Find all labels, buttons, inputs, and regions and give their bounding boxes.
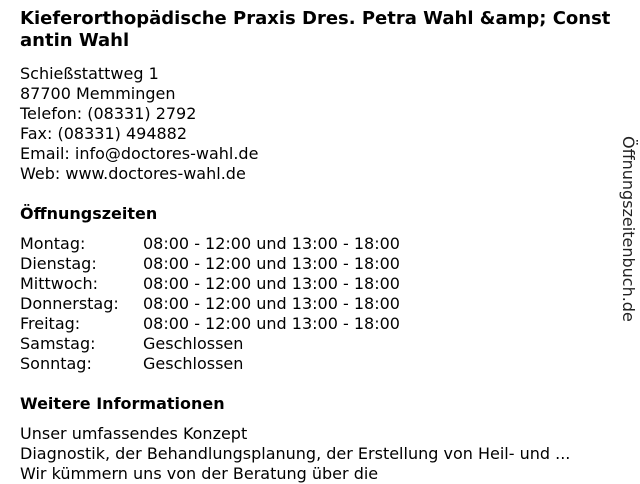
phone-line: Telefon: (08331) 2792 bbox=[20, 104, 197, 123]
hours-day-label: Sonntag: bbox=[20, 354, 92, 373]
hours-time-value: 08:00 - 12:00 und 13:00 - 18:00 bbox=[143, 254, 400, 273]
opening-hours-table bbox=[20, 234, 616, 374]
practice-card bbox=[20, 8, 616, 484]
practice-title: Kieferorthopädische Praxis Dres. Petra Wahl &amp; Constantin Wahl bbox=[20, 8, 611, 51]
hours-day-label: Freitag: bbox=[20, 314, 81, 333]
hours-row-tuesday bbox=[20, 254, 616, 274]
more-info-text bbox=[20, 424, 616, 484]
hours-row-saturday bbox=[20, 334, 616, 354]
hours-row-wednesday bbox=[20, 274, 616, 294]
hours-time-value: Geschlossen bbox=[143, 334, 244, 353]
hours-day-label: Mittwoch: bbox=[20, 274, 98, 293]
more-info-heading: Weitere Informationen bbox=[20, 394, 225, 413]
street-line: Schießstattweg 1 bbox=[20, 64, 159, 83]
opening-hours-heading: Öffnungszeiten bbox=[20, 204, 158, 223]
hours-row-friday bbox=[20, 314, 616, 334]
info-line: Unser umfassendes Konzept bbox=[20, 424, 248, 443]
hours-time-value: 08:00 - 12:00 und 13:00 - 18:00 bbox=[143, 234, 400, 253]
info-line: Diagnostik, der Behandlungsplanung, der Erstellung von Heil- und ... bbox=[20, 444, 571, 463]
hours-day-label: Montag: bbox=[20, 234, 86, 253]
hours-time-value: 08:00 - 12:00 und 13:00 - 18:00 bbox=[143, 274, 400, 293]
email-line: Email: info@doctores-wahl.de bbox=[20, 144, 259, 163]
hours-row-monday bbox=[20, 234, 616, 254]
city-line: 87700 Memmingen bbox=[20, 84, 176, 103]
hours-day-label: Donnerstag: bbox=[20, 294, 119, 313]
hours-time-value: 08:00 - 12:00 und 13:00 - 18:00 bbox=[143, 314, 400, 333]
web-line: Web: www.doctores-wahl.de bbox=[20, 164, 246, 183]
hours-time-value: Geschlossen bbox=[143, 354, 244, 373]
hours-row-sunday bbox=[20, 354, 616, 374]
hours-row-thursday bbox=[20, 294, 616, 314]
brand-watermark: Öffnungszeitenbuch.de bbox=[619, 136, 638, 322]
hours-day-label: Samstag: bbox=[20, 334, 96, 353]
hours-day-label: Dienstag: bbox=[20, 254, 97, 273]
fax-line: Fax: (08331) 494882 bbox=[20, 124, 188, 143]
address-block bbox=[20, 64, 616, 184]
hours-time-value: 08:00 - 12:00 und 13:00 - 18:00 bbox=[143, 294, 400, 313]
info-line: Wir kümmern uns von der Beratung über die bbox=[20, 464, 379, 483]
